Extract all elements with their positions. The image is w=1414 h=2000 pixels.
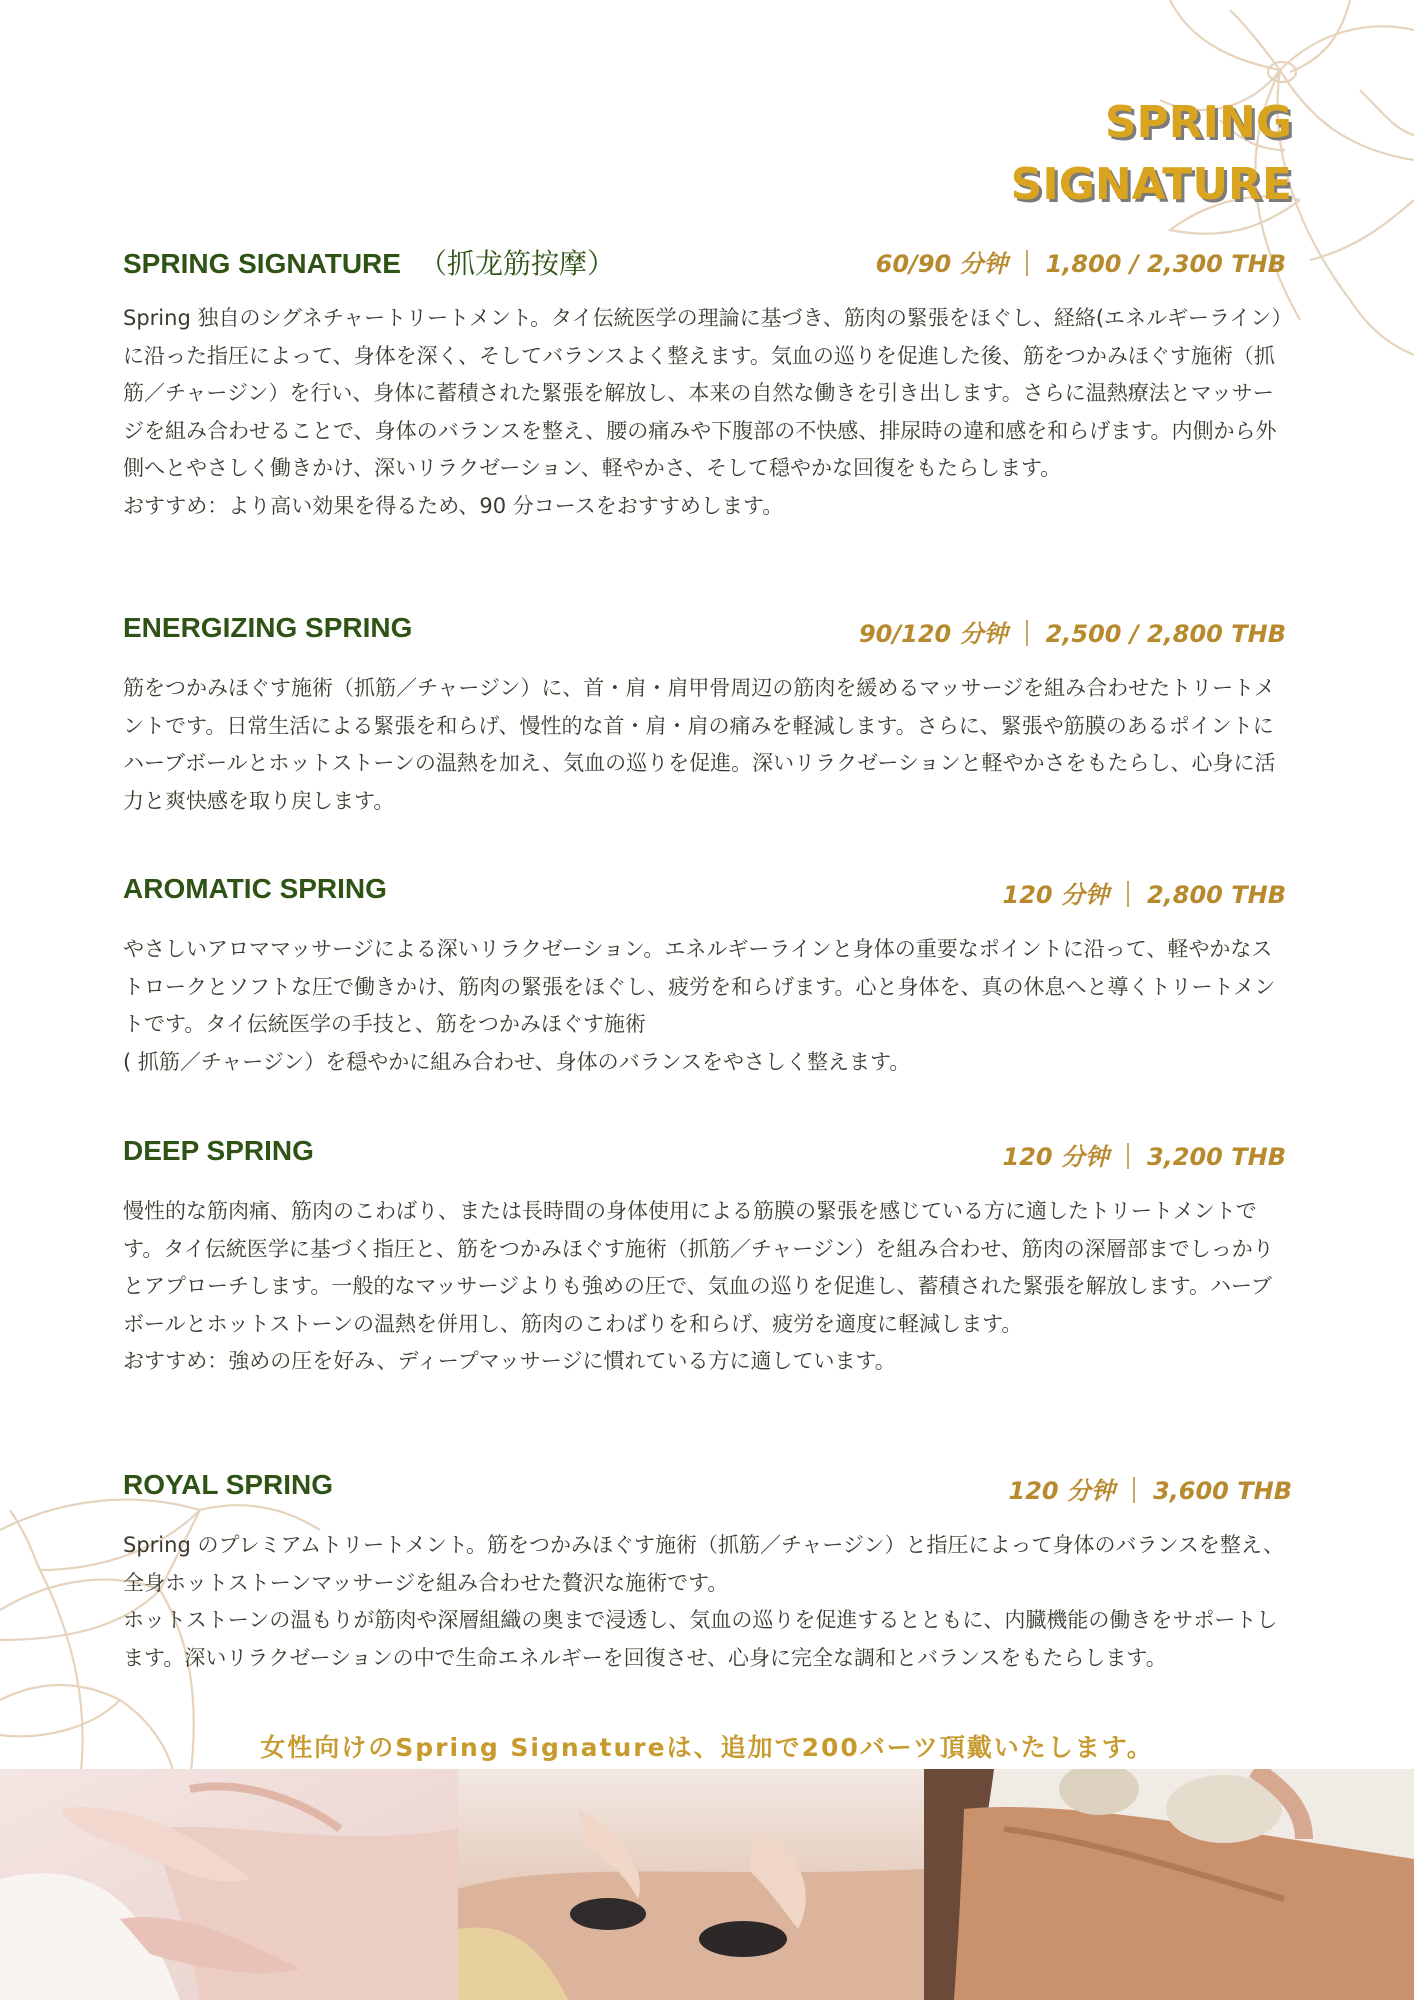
brand-line-1: SPRING xyxy=(1104,97,1292,148)
brand-heading xyxy=(1011,92,1292,216)
service-price xyxy=(876,244,1286,279)
description-paragraph: Spring 独自のシグネチャートリートメント。タイ伝統医学の理論に基づき、筋肉の緊張をほぐし、経絡(エネルギーライン）に沿った指圧によって、身体を深く、そしてバランスよく整えます。気血の巡りを促進した後、筋をつかみほぐす施術（抓筋／チャージン）を行い、身体に蓄積された緊張を解放し、本来の自然な働きを引き出します。さらに温熱療法とマッサージを組み合わせることで、身体のバランスを整え、腰の痛みや下腹部の不快感、排尿時の違和感を和らげます。内側から外側へとやさしく働きかけ、深いリラクゼーション、軽やかさ、そして穏やかな回復をもたらします。 xyxy=(123,306,1282,480)
service-title: ROYAL SPRING xyxy=(123,1469,334,1500)
service-duration: 90/120 分钟 xyxy=(858,620,1008,648)
description-paragraph: ( 抓筋／チャージン）を穏やかに組み合わせ、身体のバランスをやさしく整えます。 xyxy=(123,1049,911,1074)
massage-hands-photo xyxy=(0,1769,458,2000)
service-title: ENERGIZING SPRING xyxy=(123,612,413,643)
service-description xyxy=(123,670,1288,820)
recommendation-text: おすすめ：強めの圧を好み、ディープマッサージに慣れている方に適しています。 xyxy=(123,1349,896,1373)
surcharge-note: 女性向けのSpring Signatureは、追加で200バーツ頂戴いたします。 xyxy=(260,1733,1154,1762)
service-description xyxy=(123,1527,1288,1677)
service-amount: 1,800 / 2,300 THB xyxy=(1045,250,1286,278)
service-duration: 120 分钟 xyxy=(1002,881,1109,909)
service-description xyxy=(123,300,1288,525)
description-paragraph: やさしいアロママッサージによる深いリラクゼーション。エネルギーラインと身体の重要なポイントに沿って、軽やかなストロークとソフトな圧で働きかけ、筋肉の緊張をほぐし、疲労を和らげます。心と身体を、真の休息へと導くトリートメントです。タイ伝統医学の手技と、筋をつかみほぐす施術 xyxy=(123,937,1276,1036)
service-amount: 2,500 / 2,800 THB xyxy=(1045,620,1286,648)
service-price xyxy=(859,614,1286,649)
photo-strip xyxy=(0,1769,1414,2000)
service-title: DEEP SPRING xyxy=(123,1135,314,1166)
service-royal-spring xyxy=(123,1469,1292,1677)
service-duration: 120 分钟 xyxy=(1008,1477,1115,1505)
service-amount: 3,600 THB xyxy=(1152,1477,1292,1505)
service-duration: 120 分钟 xyxy=(1002,1143,1109,1171)
service-amount: 3,200 THB xyxy=(1146,1143,1286,1171)
service-price xyxy=(1009,1471,1292,1506)
description-paragraph: 筋をつかみほぐす施術（抓筋／チャージン）に、首・肩・肩甲骨周辺の筋肉を緩めるマッサージを組み合わせたトリートメントです。日常生活による緊張を和らげ、慢性的な首・肩・肩の痛みを軽減します。さらに、緊張や筋膜のあるポイントにハーブボールとホットストーンの温熱を加え、気血の巡りを促進。深いリラクゼーションと軽やかさをもたらし、心身に活力と爽快感を取り戻します。 xyxy=(123,676,1276,813)
service-title: AROMATIC SPRING xyxy=(123,873,387,904)
service-price xyxy=(1003,875,1286,910)
herbal-ball-photo xyxy=(924,1769,1414,2000)
price-divider xyxy=(1026,250,1028,276)
description-paragraph: ホットストーンの温もりが筋肉や深層組織の奥まで浸透し、気血の巡りを促進するとともに、内臓機能の働きをサポートします。深いリラクゼーションの中で生命エネルギーを回復させ、心身に完全な調和とバランスをもたらします。 xyxy=(123,1608,1278,1670)
description-paragraph: 慢性的な筋肉痛、筋肉のこわばり、または長時間の身体使用による筋膜の緊張を感じている方に適したトリートメントです。タイ伝統医学に基づく指圧と、筋をつかみほぐす施術（抓筋／チャージン）を組み合わせ、筋肉の深層部までしっかりとアプローチします。一般的なマッサージよりも強めの圧で、気血の巡りを促進し、蓄積された緊張を解放します。ハーブボールとホットストーンの温熱を併用し、筋肉のこわばりを和らげ、疲労を適度に軽減します。 xyxy=(123,1199,1274,1336)
price-divider xyxy=(1133,1477,1135,1503)
service-spring-signature xyxy=(123,242,1288,525)
service-title: SPRING SIGNATURE （抓龙筋按摩） xyxy=(123,247,615,280)
service-description xyxy=(123,1193,1288,1381)
description-paragraph: Spring のプレミアムトリートメント。筋をつかみほぐす施術（抓筋／チャージン）と指圧によって身体のバランスを整え、全身ホットストーンマッサージを組み合わせた贅沢な施術です。 xyxy=(123,1533,1285,1595)
hot-stone-photo xyxy=(458,1769,924,2000)
brand-line-2: SIGNATURE xyxy=(1010,159,1292,210)
service-description xyxy=(123,931,1288,1081)
price-divider xyxy=(1026,620,1028,646)
service-subtitle: （抓龙筋按摩） xyxy=(418,247,615,280)
service-price xyxy=(1003,1137,1286,1172)
service-duration: 60/90 分钟 xyxy=(875,250,1008,278)
service-aromatic-spring xyxy=(123,873,1288,1081)
price-divider xyxy=(1127,1143,1129,1169)
price-divider xyxy=(1127,881,1129,907)
recommendation-text: おすすめ：より高い効果を得るため、90 分コースをおすすめします。 xyxy=(123,493,784,518)
service-deep-spring xyxy=(123,1135,1288,1381)
service-energizing-spring xyxy=(123,612,1288,820)
service-amount: 2,800 THB xyxy=(1146,881,1286,909)
